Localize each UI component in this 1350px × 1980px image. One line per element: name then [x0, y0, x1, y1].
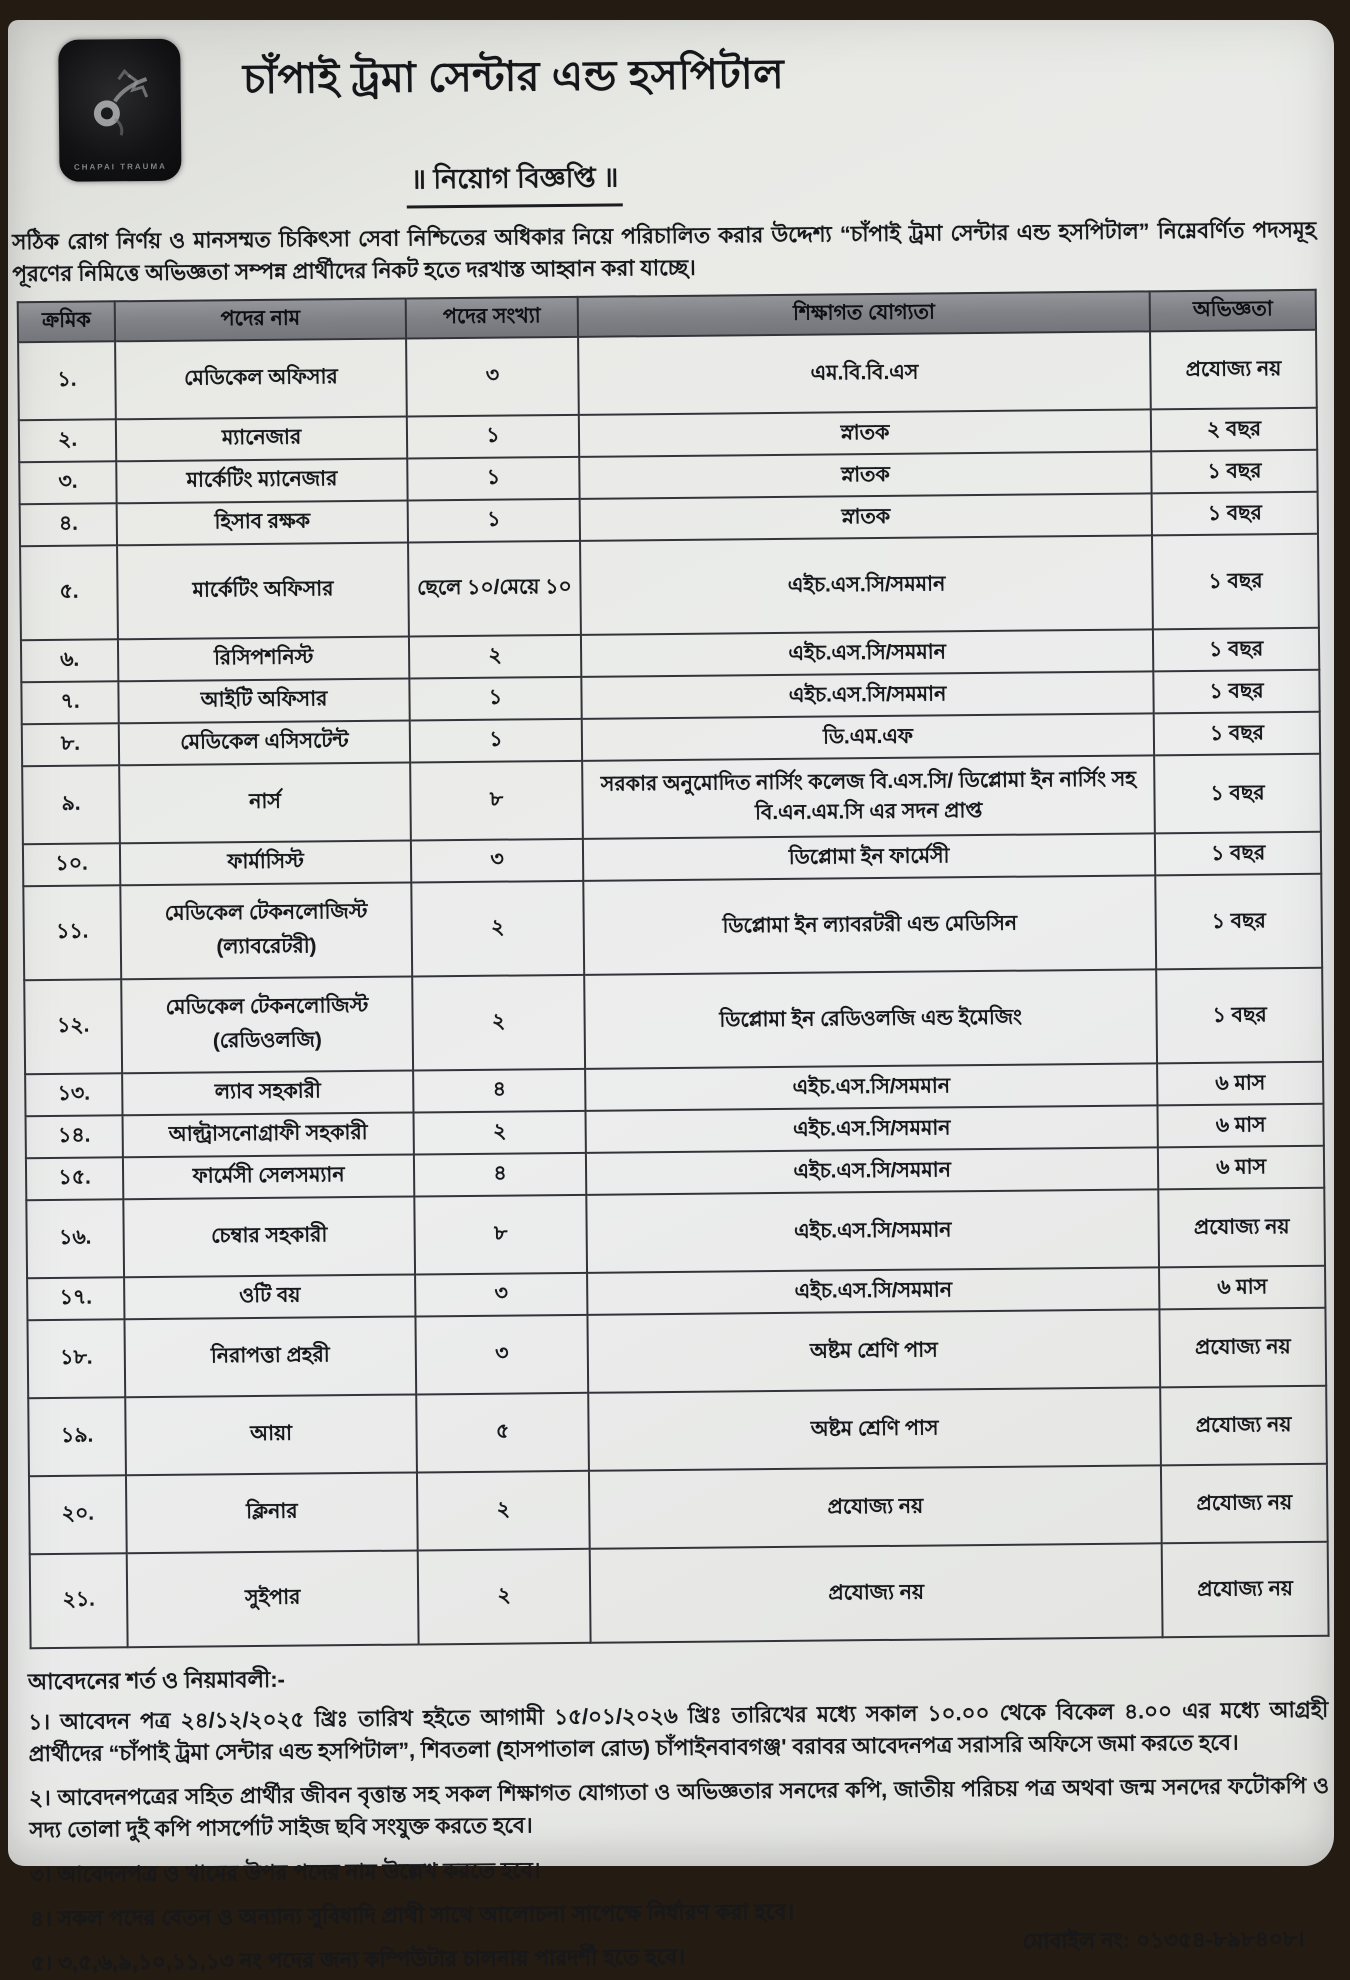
cell-count: ৪	[413, 1068, 585, 1112]
cell-position: আইটি অফিসার	[118, 678, 409, 723]
cell-qualification: স্নাতক	[579, 409, 1151, 456]
conditions-title: আবেদনের শর্ত ও নিয়মাবলী:-	[27, 1666, 286, 1694]
cell-serial: ১৫.	[26, 1157, 124, 1200]
cell-count: ১	[409, 676, 581, 720]
page-title: চাঁপাই ট্রমা সেন্টার এন্ড হসপিটাল	[242, 50, 785, 103]
condition-item-4: ৪। সকল পদের বেতন ও অন্যান্য সুবিধাদি প্রাথী সাথে আলোচনা সাপেক্ষে নির্ধারণ করা হবে।	[30, 1899, 795, 1931]
cell-count: ২	[411, 880, 584, 976]
cell-serial: ১৬.	[26, 1199, 124, 1278]
cell-experience: ২ বছর	[1151, 407, 1317, 451]
cell-experience: ৬ মাস	[1159, 1265, 1325, 1309]
intro-paragraph: সঠিক রোগ নির্ণয় ও মানসম্মত চিকিৎসা সেবা নিশ্চিতের অধিকার নিয়ে পরিচালিত করার উদ্দেশ্য “চাঁপাই ট্রমা সেন্টার এন্ড হসপিটাল” নিম্নেবর্ণিত পদসমূহ পূরণের নিমিত্তে অভিজ্ঞতা সম্পন্ন প্রার্থীদের নিকট হতে দরখাস্ত আহ্বান করা যাচ্ছে।	[12, 217, 1317, 287]
cell-serial: ১৯.	[28, 1397, 126, 1476]
cell-experience: ১ বছর	[1153, 669, 1319, 713]
cell-qualification: ডিপ্লোমা ইন ল্যাবরটরী এন্ড মেডিসিন	[583, 875, 1156, 974]
cell-qualification: অষ্টম শ্রেণি পাস	[588, 1387, 1161, 1470]
cell-experience: ১ বছর	[1156, 967, 1323, 1063]
table-row	[30, 1541, 1329, 1647]
cell-count: ১	[407, 414, 579, 458]
positions-table	[17, 288, 1330, 1648]
cell-qualification: এইচ.এস.সি/সমমান	[580, 535, 1153, 634]
cell-count: ৩	[415, 1272, 587, 1316]
cell-experience: ১ বছর	[1152, 491, 1318, 535]
cell-qualification: ডিপ্লোমা ইন রেডিওলজি এন্ড ইমেজিং	[584, 969, 1157, 1068]
cell-experience: প্রযোজ্য নয়	[1162, 1541, 1329, 1637]
cell-qualification: এইচ.এস.সি/সমমান	[581, 629, 1153, 676]
table-row	[27, 1307, 1326, 1397]
page-subtitle: ॥ নিয়োগ বিজ্ঞপ্তি ॥	[407, 157, 623, 208]
cell-serial: ১৪.	[26, 1115, 124, 1158]
table-row	[29, 1463, 1328, 1553]
cell-count: ৮	[414, 1194, 587, 1274]
cell-count: ছেলে ১০/মেয়ে ১০	[408, 540, 581, 636]
cell-position: সুইপার	[127, 1550, 419, 1647]
cell-count: ৫	[416, 1392, 589, 1472]
cell-position: মেডিকেল অফিসার	[115, 338, 407, 419]
header-position: পদের নাম	[115, 298, 406, 341]
condition-item-5-row	[30, 1926, 1330, 1980]
cell-count: ৮	[410, 760, 583, 840]
logo-caption: CHAPAI TRAUMA	[73, 161, 167, 172]
cell-qualification: প্রযোজ্য নয়	[590, 1543, 1163, 1642]
cell-serial: ১৮.	[27, 1319, 125, 1398]
condition-item-3: ৩। আবেদনপত্র ও খামের উপর পদের নাম উল্লেখ করতে হবে।	[29, 1857, 541, 1887]
cell-serial: ২.	[19, 419, 117, 462]
cell-count: ৪	[414, 1152, 586, 1196]
table-row	[18, 329, 1317, 419]
cell-experience: ৬ মাস	[1158, 1145, 1324, 1189]
cell-experience: প্রযোজ্য নয়	[1160, 1385, 1327, 1465]
cell-qualification: স্নাতক	[580, 493, 1152, 540]
condition-item-5: ৫। ৩,৫,৬,৯,১০,১১,১৩ নং পদের জন্য কম্পিউটার চালনায় পারদর্শী হতে হবে।	[30, 1944, 686, 1976]
cell-position: ল্যাব সহকারী	[122, 1070, 413, 1115]
cell-position: মার্কেটিং ম্যানেজার	[116, 458, 407, 503]
cell-qualification: এইচ.এস.সি/সমমান	[586, 1105, 1158, 1152]
cell-position: ফার্মাসিস্ট	[120, 840, 411, 885]
table-row	[20, 533, 1319, 639]
cell-qualification: স্নাতক	[579, 451, 1151, 498]
cell-position: হিসাব রক্ষক	[117, 500, 408, 545]
cell-experience: ১ বছর	[1155, 831, 1321, 875]
cell-qualification: অষ্টম শ্রেণি পাস	[587, 1309, 1160, 1392]
cell-serial: ৩.	[19, 461, 117, 504]
cell-count: ২	[412, 974, 585, 1070]
cell-serial: ৫.	[20, 545, 118, 640]
cell-serial: ৮.	[22, 723, 120, 766]
cell-qualification: সরকার অনুমোদিত নার্সিং কলেজ বি.এস.সি/ ডিপ্লোমা ইন নার্সিং সহ বি.এন.এম.সি এর সদন প্রাপ্ত	[582, 755, 1155, 838]
table-row	[26, 1187, 1325, 1277]
cell-experience: ১ বছর	[1154, 753, 1321, 833]
cell-experience: ৬ মাস	[1158, 1103, 1324, 1147]
cell-position: ফার্মেসী সেলসম্যান	[123, 1154, 414, 1199]
table-row	[28, 1385, 1327, 1475]
hospital-logo	[58, 39, 181, 182]
cell-position: ওটি বয়	[124, 1274, 415, 1319]
cell-serial: ১১.	[23, 885, 121, 980]
cell-serial: ২১.	[30, 1553, 128, 1648]
header-experience: অভিজ্ঞতা	[1150, 289, 1316, 331]
cell-experience: প্রযোজ্য নয়	[1160, 1307, 1327, 1387]
cell-serial: ১০.	[23, 843, 121, 886]
cell-count: ৩	[411, 838, 583, 882]
condition-item-1: ১। আবেদন পত্র ২৪/১২/২০২৫ খ্রিঃ তারিখ হইতে আগামী ১৫/০১/২০২৬ খ্রিঃ তারিখের মধ্যে সকাল ১০.০০ থেকে বিকেল ৪.০০ এর মধ্যে আগ্রহী প্রার্থীদের “চাঁপাই ট্রমা সেন্টার এন্ড হসপিটাল”, শিবতলা (হাসপাতাল রোড) চাঁপাইনবাবগঞ্জ' বরাবর আবেদনপত্র সরাসরি অফিসে জমা করতে হবে।	[28, 1697, 1329, 1766]
document-page	[8, 20, 1334, 1976]
cell-serial: ৪.	[20, 503, 118, 546]
header-qualification: শিক্ষাগত যোগ্যতা	[578, 291, 1150, 336]
table-row	[22, 753, 1321, 843]
cell-count: ১	[410, 718, 582, 762]
mobile-number: মোবাইল নং: ০১৩৫৪-৮৯৮৪০৮।	[1022, 1926, 1305, 1954]
cell-experience: ১ বছর	[1151, 449, 1317, 493]
cell-count: ৩	[415, 1314, 588, 1394]
cell-serial: ১৭.	[27, 1277, 125, 1320]
cell-qualification: এইচ.এস.সি/সমমান	[581, 671, 1153, 718]
header-serial: ক্রমিক	[18, 301, 115, 342]
cell-position: রিসিপশনিস্ট	[118, 636, 409, 681]
cell-qualification: এইচ.এস.সি/সমমান	[586, 1147, 1158, 1194]
cell-count: ১	[408, 498, 580, 542]
cell-qualification: ডিপ্লোমা ইন ফার্মেসী	[583, 833, 1155, 880]
cell-count: ২	[418, 1548, 591, 1644]
cell-serial: ৯.	[22, 765, 120, 844]
cell-experience: ১ বছর	[1154, 711, 1320, 755]
cell-position: ক্লিনার	[126, 1472, 418, 1553]
document-content	[0, 14, 1344, 1976]
cell-qualification: এইচ.এস.সি/সমমান	[585, 1063, 1157, 1110]
cell-count: ১	[407, 456, 579, 500]
cell-experience: ১ বছর	[1153, 627, 1319, 671]
cell-count: ৩	[406, 336, 579, 416]
conditions-section	[28, 1652, 1331, 1979]
cell-qualification: এম.বি.বি.এস	[578, 331, 1151, 414]
table-row	[24, 967, 1323, 1073]
cell-serial: ১২.	[24, 979, 122, 1074]
cell-count: ২	[409, 634, 581, 678]
cell-serial: ২০.	[29, 1475, 127, 1554]
cell-experience: ৬ মাস	[1157, 1061, 1323, 1105]
cell-qualification: প্রযোজ্য নয়	[589, 1465, 1162, 1548]
cell-position: ম্যানেজার	[116, 416, 407, 461]
cell-serial: ৬.	[21, 639, 119, 682]
cell-position: মেডিকেল টেকনলোজিস্ট (রেডিওলজি)	[121, 976, 413, 1073]
cell-count: ২	[413, 1110, 585, 1154]
cell-count: ২	[417, 1470, 590, 1550]
condition-item-2: ২। আবেদনপত্রের সহিত প্রার্থীর জীবন বৃত্তান্ত সহ সকল শিক্ষাগত যোগ্যতা ও অভিজ্ঞতার সনদের কপি, জাতীয় পরিচয় পত্র অথবা জন্ম সনদের ফটোকপি ও সদ্য তোলা দুই কপি পাসর্পোট সাইজ ছবি সংযুক্ত করতে হবে।	[28, 1773, 1330, 1843]
table-row	[23, 873, 1322, 979]
cell-position: আয়া	[125, 1394, 417, 1475]
cell-position: আল্ট্রাসনোগ্রাফী সহকারী	[123, 1112, 414, 1157]
cell-qualification: ডি.এম.এফ	[582, 713, 1154, 760]
logo-emblem-icon	[84, 61, 155, 140]
cell-position: মেডিকেল এসিসটেন্ট	[119, 720, 410, 765]
cell-experience: ১ বছর	[1152, 533, 1319, 629]
cell-position: মার্কেটিং অফিসার	[117, 542, 409, 639]
cell-qualification: এইচ.এস.সি/সমমান	[586, 1189, 1159, 1272]
cell-position: নিরাপত্তা প্রহরী	[125, 1316, 417, 1397]
cell-serial: ১৩.	[25, 1073, 123, 1116]
cell-serial: ৭.	[21, 681, 119, 724]
cell-experience: ১ বছর	[1155, 873, 1322, 969]
cell-serial: ১.	[18, 341, 116, 420]
cell-experience: প্রযোজ্য নয়	[1161, 1463, 1328, 1543]
cell-position: চেম্বার সহকারী	[123, 1196, 415, 1277]
cell-qualification: এইচ.এস.সি/সমমান	[587, 1267, 1159, 1314]
cell-experience: প্রযোজ্য নয়	[1158, 1187, 1325, 1267]
cell-position: মেডিকেল টেকনলোজিস্ট (ল্যাবরেটরী)	[120, 882, 412, 979]
cell-position: নার্স	[119, 762, 411, 843]
header-count: পদের সংখ্যা	[406, 296, 578, 338]
cell-experience: প্রযোজ্য নয়	[1150, 329, 1317, 409]
